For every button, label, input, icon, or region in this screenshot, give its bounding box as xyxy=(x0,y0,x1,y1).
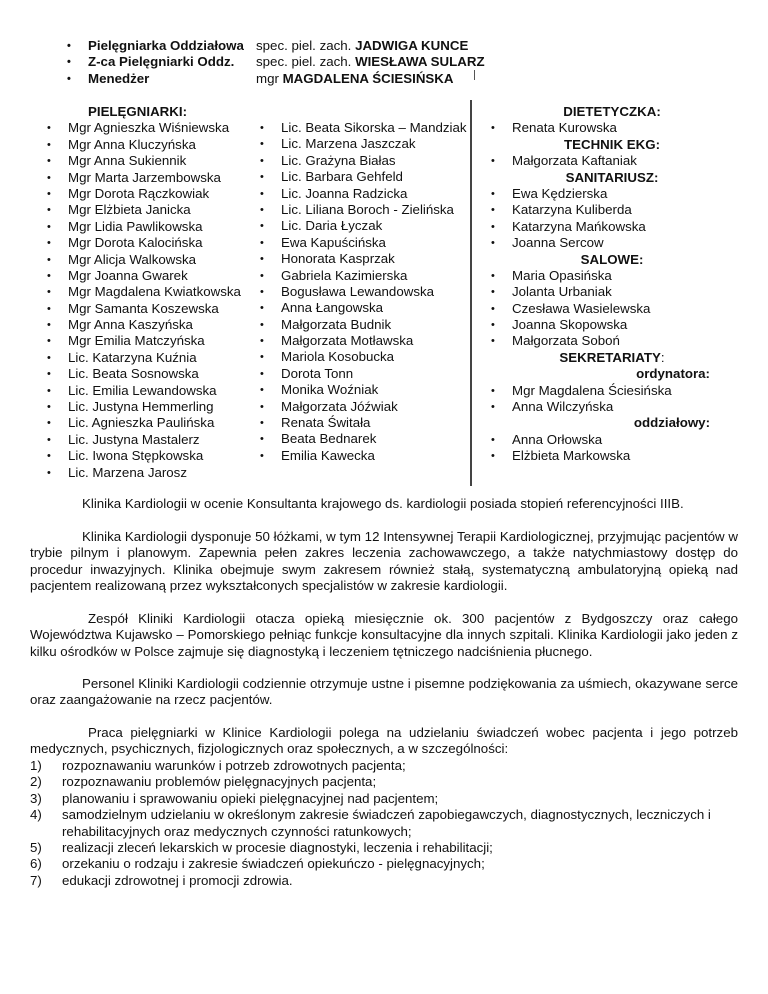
bullet-icon: • xyxy=(491,187,495,200)
leader-name: spec. piel. zach. WIESŁAWA SULARZ xyxy=(256,54,485,70)
divider xyxy=(474,70,475,80)
nurses-header: PIELĘGNIARKI: xyxy=(88,104,187,119)
list-item: 2) rozpoznawaniu problemów pielęgnacyjnych pacjenta; xyxy=(30,774,377,790)
list-item: • Mgr Samanta Koszewska xyxy=(47,300,219,316)
bullet-icon: • xyxy=(47,302,51,315)
leader-role: • Menedżer xyxy=(67,70,150,86)
list-item: • Emilia Kawecka xyxy=(260,447,375,463)
bullet-icon: • xyxy=(260,171,264,184)
bullet-icon: • xyxy=(47,220,51,233)
list-item: • Mgr Lidia Pawlikowska xyxy=(47,218,203,234)
bullet-icon: • xyxy=(491,319,495,332)
secretary-header: SEKRETARIATY: xyxy=(559,349,665,365)
ward-secretary-header: oddziałowy: xyxy=(633,415,710,431)
bullet-icon: • xyxy=(491,302,495,315)
list-item: • Lic. Marzena Jaszczak xyxy=(260,136,416,152)
list-item: • Mgr Dorota Rączkowiak xyxy=(47,185,210,201)
bullet-icon: • xyxy=(260,335,264,348)
bullet-icon: • xyxy=(47,204,51,217)
list-item: • Renata Kurowska xyxy=(491,120,617,136)
bullet-icon: • xyxy=(260,253,264,266)
list-item: • Joanna Skopowska xyxy=(491,317,628,333)
bullet-icon: • xyxy=(260,384,264,397)
bullet-icon: • xyxy=(47,401,51,414)
list-item: • Dorota Tonn xyxy=(260,365,354,381)
list-item: • Małgorzata Soboń xyxy=(491,333,620,349)
bullet-icon: • xyxy=(491,450,495,463)
bullet-icon: • xyxy=(260,138,264,151)
bullet-icon: • xyxy=(260,220,264,233)
list-item: • Honorata Kasprzak xyxy=(260,251,395,267)
list-item: • Małgorzata Jóźwiak xyxy=(260,398,398,414)
nurses-column-2 xyxy=(260,120,467,464)
bullet-icon: • xyxy=(47,319,51,332)
bullet-icon: • xyxy=(491,269,495,282)
column-divider xyxy=(470,100,472,486)
list-item: • Lic. Justyna Mastalerz xyxy=(47,431,200,447)
bullet-icon: • xyxy=(47,155,51,168)
bullet-icon: • xyxy=(260,269,264,282)
list-item: 4) samodzielnym udzielaniu w określonym zakresie świadczeń zapobiegawczych, diagnostycznych, leczniczych i rehabilitacyjnych oraz medycznych czynności ratunkowych; xyxy=(30,807,711,839)
other-staff-column xyxy=(491,104,712,465)
leader-role: • Z-ca Pielęgniarki Oddz. xyxy=(67,54,235,70)
list-item: • Lic. Beata Sosnowska xyxy=(47,366,199,382)
list-item: 5) realizacji zleceń lekarskich w procesie diagnostyki, leczenia i rehabilitacji; xyxy=(30,840,493,856)
list-item: • Lic. Daria Łyczak xyxy=(260,218,383,234)
bullet-icon: • xyxy=(260,400,264,413)
list-item: • Jolanta Urbaniak xyxy=(491,284,612,300)
dietitian-header: DIETETYCZKA: xyxy=(563,104,661,119)
bullet-icon: • xyxy=(47,286,51,299)
list-item: • Anna Łangowska xyxy=(260,300,384,316)
list-item: • Anna Wilczyńska xyxy=(491,399,614,415)
bullet-icon: • xyxy=(491,122,495,135)
bullet-icon: • xyxy=(260,122,264,134)
bullet-icon: • xyxy=(491,384,495,397)
list-item: • Mgr Alicja Walkowska xyxy=(47,251,197,267)
list-item: 7) edukacji zdrowotnej i promocji zdrowia. xyxy=(30,872,293,888)
list-item: • Anna Orłowska xyxy=(491,431,603,447)
list-item: • Lic. Barbara Gehfeld xyxy=(260,169,403,185)
list-item: • Mariola Kosobucka xyxy=(260,349,395,365)
duties-list xyxy=(30,758,738,889)
paragraph-referral: Klinika Kardiologii w ocenie Konsultanta krajowego ds. kardiologii posiada stopień referencyjności IIIB. xyxy=(82,496,684,511)
bullet-icon: • xyxy=(67,40,71,52)
bullet-icon: • xyxy=(491,401,495,414)
list-item: • Mgr Magdalena Kwiatkowska xyxy=(47,284,241,300)
leader-name: spec. piel. zach. JADWIGA KUNCE xyxy=(256,38,469,53)
bullet-icon: • xyxy=(47,417,51,430)
bullet-icon: • xyxy=(491,155,495,168)
bullet-icon: • xyxy=(47,351,51,364)
list-item: • Katarzyna Kuliberda xyxy=(491,202,632,218)
bullet-icon: • xyxy=(260,154,264,167)
list-item: • Mgr Anna Kluczyńska xyxy=(47,136,196,152)
list-item: 1) rozpoznawaniu warunków i potrzeb zdrowotnych pacjenta; xyxy=(30,758,406,773)
list-item: • Czesława Wasielewska xyxy=(491,300,651,316)
bullet-icon: • xyxy=(491,335,495,348)
nurses-column-1 xyxy=(47,104,241,481)
bullet-icon: • xyxy=(47,138,51,151)
list-item: • Lic. Agnieszka Paulińska xyxy=(47,415,215,431)
list-item: • Lic. Emilia Lewandowska xyxy=(47,382,217,398)
bullet-icon: • xyxy=(47,253,51,266)
leaders-names xyxy=(256,38,485,87)
list-item: • Lic. Joanna Radzicka xyxy=(260,185,408,201)
list-item: • Mgr Anna Sukiennik xyxy=(47,153,187,169)
leader-role: • Pielęgniarka Oddziałowa xyxy=(67,38,244,53)
bullet-icon: • xyxy=(47,466,51,479)
bullet-icon: • xyxy=(491,204,495,217)
list-item: • Monika Woźniak xyxy=(260,382,379,398)
list-item: • Elżbieta Markowska xyxy=(491,448,631,464)
list-item: • Lic. Marzena Jarosz xyxy=(47,464,187,480)
bullet-icon: • xyxy=(260,285,264,298)
list-item: • Mgr Marta Jarzembowska xyxy=(47,169,221,185)
bullet-icon: • xyxy=(47,450,51,463)
list-item: • Maria Opasińska xyxy=(491,267,612,283)
list-item: • Mgr Elżbieta Janicka xyxy=(47,202,191,218)
bullet-icon: • xyxy=(260,318,264,331)
paragraph-thanks: Personel Kliniki Kardiologii codziennie otrzymuje ustne i pisemne podziękowania za uśmiech, okazywane serce oraz zaangażowanie na rzecz pacjentów. xyxy=(30,676,738,708)
paragraph-team: Zespół Kliniki Kardiologii otacza opieką miesięcznie ok. 300 pacjentów z Bydgoszczy oraz całego Województwa Kujawsko – Pomorskiego pełniąc funkcje konsultacyjne dla innych szpitali. Klinika Kardiologii jako jeden z kilku ośrodków w Polsce zajmuje się diagnostyką i leczeniem tętniczego nadciśnienia płucnego. xyxy=(30,611,738,659)
list-item: • Mgr Joanna Gwarek xyxy=(47,267,188,283)
bullet-icon: • xyxy=(491,237,495,250)
list-item: • Mgr Magdalena Ściesińska xyxy=(491,382,672,398)
list-item: 3) planowaniu i sprawowaniu opieki pielęgnacyjnej nad pacjentem; xyxy=(30,790,439,806)
bullet-icon: • xyxy=(260,351,264,364)
bullet-icon: • xyxy=(260,187,264,200)
bullet-icon: • xyxy=(47,187,51,200)
list-item: • Bogusława Lewandowska xyxy=(260,283,435,299)
list-item: • Małgorzata Motławska xyxy=(260,333,414,349)
leaders-roles xyxy=(60,38,244,87)
list-item: • Joanna Sercow xyxy=(491,235,604,251)
list-item: • Lic. Justyna Hemmerling xyxy=(47,399,214,415)
list-item: • Lic. Katarzyna Kuźnia xyxy=(47,349,197,365)
list-item: • Mgr Anna Kaszyńska xyxy=(47,317,193,333)
list-item: • Beata Bednarek xyxy=(260,431,377,447)
list-item: • Mgr Dorota Kalocińska xyxy=(47,235,203,251)
bullet-icon: • xyxy=(67,56,71,69)
list-item: • Lic. Grażyna Białas xyxy=(260,152,396,168)
ward-staff-header: SALOWE: xyxy=(580,251,644,267)
bullet-icon: • xyxy=(260,449,264,462)
list-item: • Mgr Agnieszka Wiśniewska xyxy=(47,120,230,136)
list-item: • Katarzyna Mańkowska xyxy=(491,218,646,234)
bullet-icon: • xyxy=(491,433,495,446)
bullet-icon: • xyxy=(47,335,51,348)
bullet-icon: • xyxy=(47,368,51,381)
list-item: 6) orzekaniu o rodzaju i zakresie świadczeń opiekuńczo - pielęgnacyjnych; xyxy=(30,856,485,872)
list-item: • Ewa Kapuścińska xyxy=(260,234,386,250)
bullet-icon: • xyxy=(260,203,264,216)
list-item: • Małgorzata Budnik xyxy=(260,316,392,332)
bullet-icon: • xyxy=(260,236,264,249)
paragraph-beds: Klinika Kardiologii dysponuje 50 łóżkami, w tym 12 Intensywnej Terapii Kardiologicznej, przyjmując pacjentów w trybie pilnym i planowym. Zapewnia pełen zakres leczenia zachowawczego, a także natychmiastowy dostęp do procedur inwazyjnych. Klinika obejmuje swym zakresem również stałą, systematyczną ambulatoryjną opieką nad pacjentem realizowaną przez wykształconych specjalistów w zakresie kardiologii. xyxy=(30,529,738,594)
bullet-icon: • xyxy=(260,367,264,380)
orderly-header: SANITARIUSZ: xyxy=(565,169,659,185)
bullet-icon: • xyxy=(47,237,51,250)
list-item: • Renata Świtała xyxy=(260,415,371,431)
bullet-icon: • xyxy=(47,384,51,397)
bullet-icon: • xyxy=(260,302,264,315)
list-item: • Lic. Beata Sikorska – Mandziak xyxy=(260,120,467,135)
list-item: • Lic. Iwona Stępkowska xyxy=(47,448,204,464)
bullet-icon: • xyxy=(47,122,51,135)
bullet-icon: • xyxy=(67,72,71,85)
bullet-icon: • xyxy=(260,433,264,446)
list-item: • Lic. Liliana Boroch - Zielińska xyxy=(260,201,454,217)
paragraph-duties-intro: Praca pielęgniarki w Klinice Kardiologii polega na udzielaniu świadczeń wobec pacjenta i jego potrzeb medycznych, psychicznych, fizjologicznych oraz społecznych, a w szczególności: xyxy=(30,725,738,757)
ekg-header: TECHNIK EKG: xyxy=(563,136,661,152)
list-item: • Mgr Emilia Matczyńska xyxy=(47,333,205,349)
bullet-icon: • xyxy=(491,220,495,233)
bullet-icon: • xyxy=(47,171,51,184)
nurses-list-2 xyxy=(260,120,467,464)
list-item: • Gabriela Kazimierska xyxy=(260,267,408,283)
ordinator-header: ordynatora: xyxy=(636,366,710,382)
bullet-icon: • xyxy=(260,417,264,430)
leader-name: mgr MAGDALENA ŚCIESIŃSKA xyxy=(256,70,454,86)
list-item: • Ewa Kędzierska xyxy=(491,185,608,201)
bullet-icon: • xyxy=(47,269,51,282)
nurses-list-1 xyxy=(47,120,241,481)
bullet-icon: • xyxy=(491,286,495,299)
bullet-icon: • xyxy=(47,433,51,446)
list-item: • Małgorzata Kaftaniak xyxy=(491,153,637,169)
